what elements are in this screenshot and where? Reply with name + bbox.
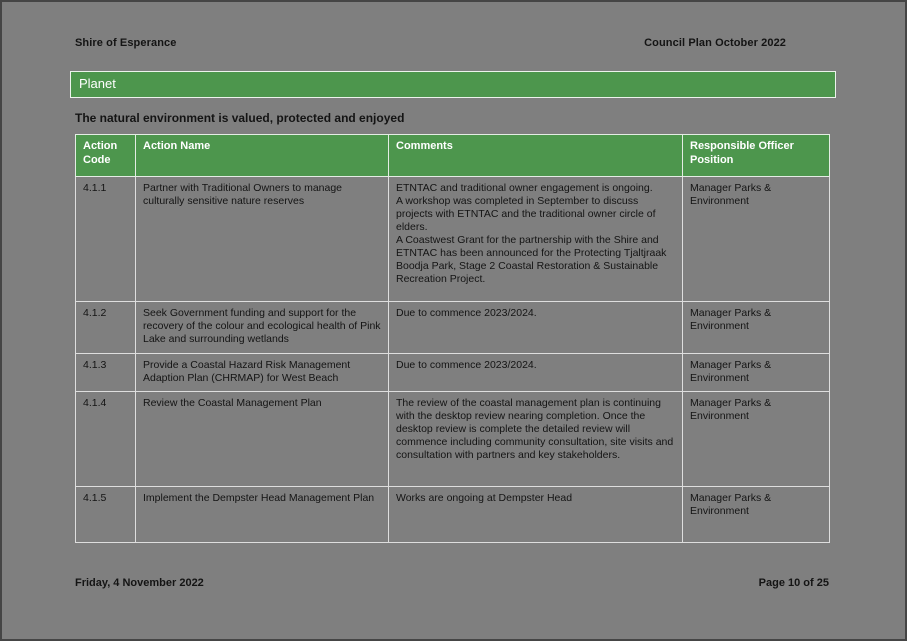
table-header-row (76, 135, 830, 177)
column-header-action-name: Action Name (136, 135, 389, 177)
cell-comments (389, 392, 683, 487)
cell-officer: Manager Parks & Environment (683, 302, 830, 354)
cell-comments (389, 487, 683, 543)
footer-page-number: Page 10 of 25 (758, 577, 829, 589)
column-header-officer: Responsible Officer Position (683, 135, 830, 177)
comment-paragraph: ETNTAC and traditional owner engagement is ongoing. (396, 182, 653, 194)
cell-officer: Manager Parks & Environment (683, 354, 830, 392)
header-org-name: Shire of Esperance (75, 37, 177, 49)
document-header (75, 0, 829, 49)
cell-action-name: Seek Government funding and support for the recovery of the colour and ecological health of Pink Lake and surrounding wetlands (136, 302, 389, 354)
comment-paragraph: Works are ongoing at Dempster Head (396, 492, 573, 504)
table-row (76, 354, 830, 392)
cell-comments (389, 354, 683, 392)
footer-date: Friday, 4 November 2022 (75, 577, 204, 589)
page-content (75, 0, 829, 589)
actions-table (75, 134, 830, 543)
column-header-action-code: Action Code (76, 135, 136, 177)
table-row (76, 392, 830, 487)
cell-officer: Manager Parks & Environment (683, 177, 830, 302)
comment-paragraph: Due to commence 2023/2024. (396, 307, 537, 319)
cell-comments (389, 177, 683, 302)
section-subtitle: The natural environment is valued, protected and enjoyed (75, 111, 405, 125)
cell-action-name: Review the Coastal Management Plan (136, 392, 389, 487)
cell-officer: Manager Parks & Environment (683, 487, 830, 543)
cell-action-code: 4.1.1 (76, 177, 136, 302)
cell-action-code: 4.1.5 (76, 487, 136, 543)
cell-action-name: Partner with Traditional Owners to manage culturally sensitive nature reserves (136, 177, 389, 302)
header-doc-title: Council Plan October 2022 (644, 37, 786, 49)
cell-action-code: 4.1.2 (76, 302, 136, 354)
table-row (76, 177, 830, 302)
comment-paragraph: A Coastwest Grant for the partnership with the Shire and ETNTAC has been announced for the Protecting Tjaltjraak Boodja Park, Stage 2 Coastal Restoration & Sustainable Recreation Project. (396, 234, 667, 286)
cell-action-code: 4.1.3 (76, 354, 136, 392)
cell-action-name: Provide a Coastal Hazard Risk Management Adaption Plan (CHRMAP) for West Beach (136, 354, 389, 392)
column-header-comments: Comments (389, 135, 683, 177)
cell-comments (389, 302, 683, 354)
cell-officer: Manager Parks & Environment (683, 392, 830, 487)
table-row (76, 487, 830, 543)
document-footer (75, 577, 829, 589)
table-row (76, 302, 830, 354)
cell-action-code: 4.1.4 (76, 392, 136, 487)
comment-paragraph: The review of the coastal management plan is continuing with the desktop review nearing completion. Once the desktop review is complete the detailed review will commence including community consultation, site visits and consultation with partners and key stakeholders. (396, 397, 674, 462)
cell-action-name: Implement the Dempster Head Management Plan (136, 487, 389, 543)
comment-paragraph: Due to commence 2023/2024. (396, 359, 537, 371)
section-banner-planet: Planet (70, 71, 836, 98)
comment-paragraph: A workshop was completed in September to discuss projects with ETNTAC and the traditional owner circle of elders. (396, 195, 656, 234)
